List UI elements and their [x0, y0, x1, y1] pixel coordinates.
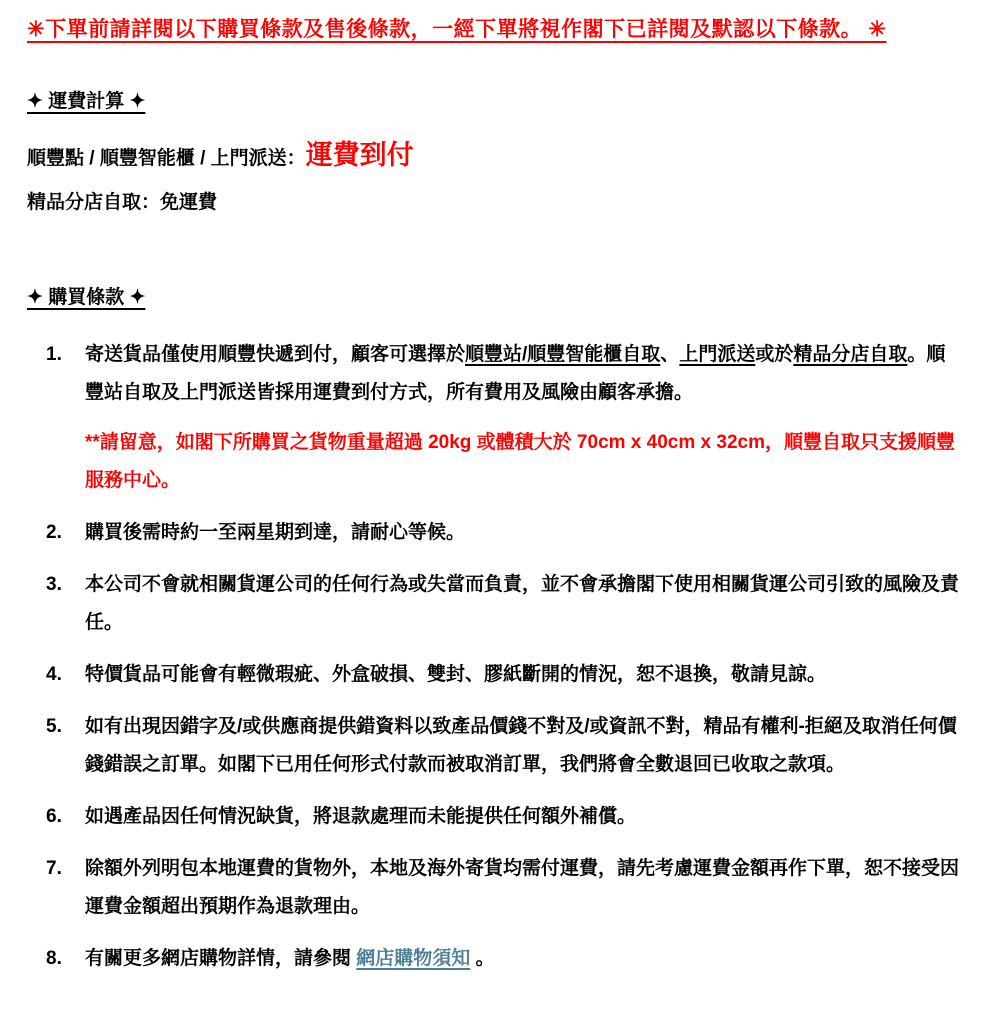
term-1-segment: 。順豐站自取及上門派送皆採用運費到付方式，所有費用及風險由顧客承擔。 — [85, 344, 946, 403]
term-1-pickup-options-underlined: 順豐站/順豐智能櫃自取 — [465, 344, 661, 365]
term-text-8 — [85, 940, 963, 978]
store-pickup-line: 精品分店自取：免運費 — [27, 192, 218, 213]
term-item-4 — [46, 656, 963, 694]
term-number: 1. — [46, 344, 62, 365]
freight-collect-value: 運費到付 — [305, 140, 414, 170]
term-1-segment: 或於 — [755, 344, 794, 365]
shipping-fee-heading: ✦ 運費計算 ✦ — [27, 91, 146, 112]
sf-delivery-options-label: 順豐點 / 順豐智能櫃 / 上門派送： — [27, 148, 306, 169]
purchase-terms-heading: ✦ 購買條款 ✦ — [27, 287, 146, 308]
term-item-1 — [46, 336, 963, 500]
term-8-segment: 。 — [470, 948, 495, 969]
term-number: 2. — [46, 522, 62, 543]
term-1-door-delivery-underlined: 上門派送 — [679, 344, 756, 365]
pre-order-notice-banner: ✳下單前請詳閱以下購買條款及售後條款，一經下單將視作閣下已詳閱及默認以下條款。 ✳ — [27, 18, 887, 41]
term-1-segment: 、 — [660, 344, 680, 365]
term-text-1 — [85, 336, 963, 412]
term-number: 5. — [46, 716, 62, 737]
sf-delivery-line — [27, 138, 973, 176]
term-number: 3. — [46, 574, 62, 595]
term-text-7: 除額外列明包本地運費的貨物外，本地及海外寄貨均需付運費，請先考慮運費金額再作下單，恕不接受因運費金額超出預期作為退款理由。 — [85, 858, 960, 917]
term-text-6: 如遇產品因任何情況缺貨，將退款處理而未能提供任何額外補償。 — [85, 806, 637, 827]
term-1-segment: 寄送貨品僅使用順豐快遞到付，顧客可選擇於 — [85, 344, 466, 365]
term-1-store-pickup-underlined: 精品分店自取 — [793, 344, 908, 365]
term-item-6 — [46, 798, 963, 836]
term-text-5: 如有出現因錯字及/或供應商提供錯資料以致產品價錢不對及/或資訊不對，精品有權利-拒絕及取消任何價錢錯誤之訂單。如閣下已用任何形式付款而被取消訂單，我們將會全數退回已收取之款項。 — [85, 716, 957, 775]
weight-limit-note: **請留意，如閣下所購買之貨物重量超過 20kg 或體積大於 70cm x 40cm x 32cm，順豐自取只支援順豐服務中心。 — [85, 432, 955, 491]
term-number: 8. — [46, 948, 62, 969]
term-item-8 — [46, 940, 963, 978]
store-shopping-notice-link[interactable]: 網店購物須知 — [356, 948, 471, 969]
term-8-segment: 有關更多網店購物詳情，請參閱 — [85, 948, 357, 969]
term-text-4: 特價貨品可能會有輕微瑕疵、外盒破損、雙封、膠紙斷開的情況，恕不退換，敬請見諒。 — [85, 664, 827, 685]
term-item-5 — [46, 708, 963, 784]
term-item-2 — [46, 514, 963, 552]
term-number: 7. — [46, 858, 62, 879]
term-number: 6. — [46, 806, 62, 827]
term-text-3: 本公司不會就相關貨運公司的任何行為或失當而負責，並不會承擔閣下使用相關貨運公司引致的風險及責任。 — [85, 574, 960, 633]
term-number: 4. — [46, 664, 62, 685]
term-item-3 — [46, 566, 963, 642]
term-item-7 — [46, 850, 963, 926]
terms-list — [46, 336, 973, 978]
term-text-2: 購買後需時約一至兩星期到達，請耐心等候。 — [85, 522, 466, 543]
